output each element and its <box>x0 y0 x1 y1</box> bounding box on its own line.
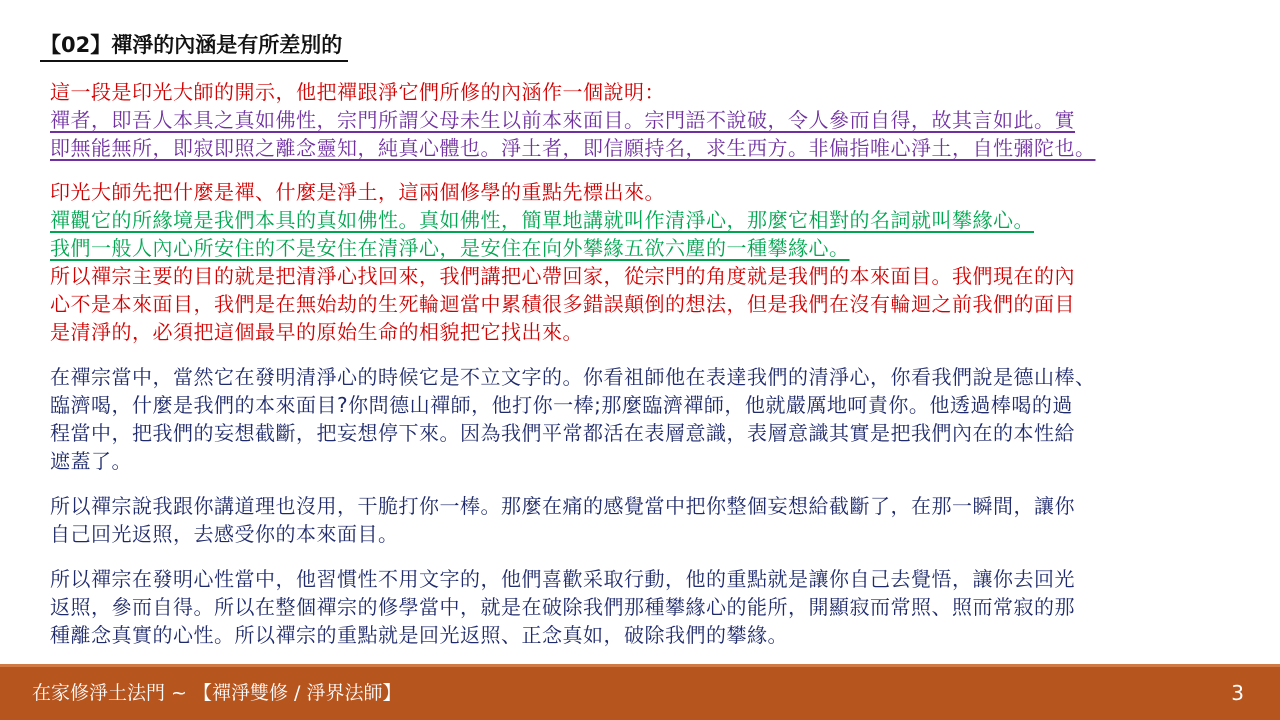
text-line: 印光大師先把什麼是禪、什麼是淨土，這兩個修學的重點先標出來。 <box>50 180 665 204</box>
paragraph-summary <box>50 178 1268 206</box>
paragraph-purpose <box>50 262 1268 346</box>
text-line: 所以禪宗在發明心性當中，他習慣性不用文字的，他們喜歡采取行動，他的重點就是讓你自己去覺悟，讓你去回光 <box>50 567 1075 591</box>
slide-title: 【02】禪淨的內涵是有所差別的 <box>40 30 348 62</box>
text-line: 這一段是印光大師的開示，他把禪跟淨它們所修的內涵作一個說明： <box>50 80 665 104</box>
text-line: 程當中，把我們的妄想截斷，把妄想停下來。因為我們平常都活在表層意識，表層意識其實是把我們內在的本性給 <box>50 421 1075 445</box>
paragraph-zen-method <box>50 363 1268 475</box>
text-line: 禪者，即吾人本具之真如佛性，宗門所謂父母未生以前本來面目。宗門語不說破，令人參而自得，故其言如此。實 <box>50 108 1075 132</box>
paragraph-intro <box>50 78 1268 106</box>
text-line: 遮蓋了。 <box>50 449 132 473</box>
footer-text: 在家修淨土法門 ~ 【禪淨雙修 / 淨界法師】 <box>32 682 402 704</box>
text-line: 即無能無所，即寂即照之離念靈知，純真心體也。淨土者，即信願持名，求生西方。非偏指唯心淨土，自性彌陀也。 <box>50 136 1096 160</box>
text-line: 所以禪宗主要的目的就是把清淨心找回來，我們講把心帶回家，從宗門的角度就是我們的本來面目。我們現在的內 <box>50 264 1075 288</box>
text-line: 是清淨的，必須把這個最早的原始生命的相貌把它找出來。 <box>50 320 583 344</box>
paragraph-highlight <box>50 206 1268 262</box>
slide-body <box>50 78 1268 649</box>
text-line: 禪觀它的所緣境是我們本具的真如佛性。真如佛性，簡單地講就叫作清淨心，那麼它相對的名詞就叫攀緣心。 <box>50 208 1034 232</box>
text-line: 我們一般人內心所安住的不是安住在清淨心，是安住在向外攀緣五欲六塵的一種攀緣心。 <box>50 236 850 260</box>
text-line: 種離念真實的心性。所以禪宗的重點就是回光返照、正念真如，破除我們的攀緣。 <box>50 623 788 647</box>
text-line: 臨濟喝，什麼是我們的本來面目?你問德山禪師，他打你一棒;那麼臨濟禪師，他就嚴厲地呵責你。他透過棒喝的過 <box>50 393 1073 417</box>
slide-footer <box>0 664 1280 720</box>
paragraph-quote <box>50 106 1268 162</box>
paragraph-strike <box>50 492 1268 548</box>
text-line: 返照，參而自得。所以在整個禪宗的修學當中，就是在破除我們那種攀緣心的能所，開顯寂而常照、照而常寂的那 <box>50 595 1075 619</box>
footer-divider <box>0 664 1280 667</box>
paragraph-conclusion <box>50 565 1268 649</box>
text-line: 自己回光返照，去感受你的本來面目。 <box>50 522 399 546</box>
text-line: 所以禪宗說我跟你講道理也沒用，干脆打你一棒。那麼在痛的感覺當中把你整個妄想給截斷了，在那一瞬間，讓你 <box>50 494 1075 518</box>
text-line: 在禪宗當中，當然它在發明清淨心的時候它是不立文字的。你看祖師他在表達我們的清淨心，你看我們說是德山棒、 <box>50 365 1096 389</box>
text-line: 心不是本來面目，我們是在無始劫的生死輪迴當中累積很多錯誤顛倒的想法，但是我們在沒有輪迴之前我們的面目 <box>50 292 1075 316</box>
page-number: 3 <box>1231 681 1244 705</box>
